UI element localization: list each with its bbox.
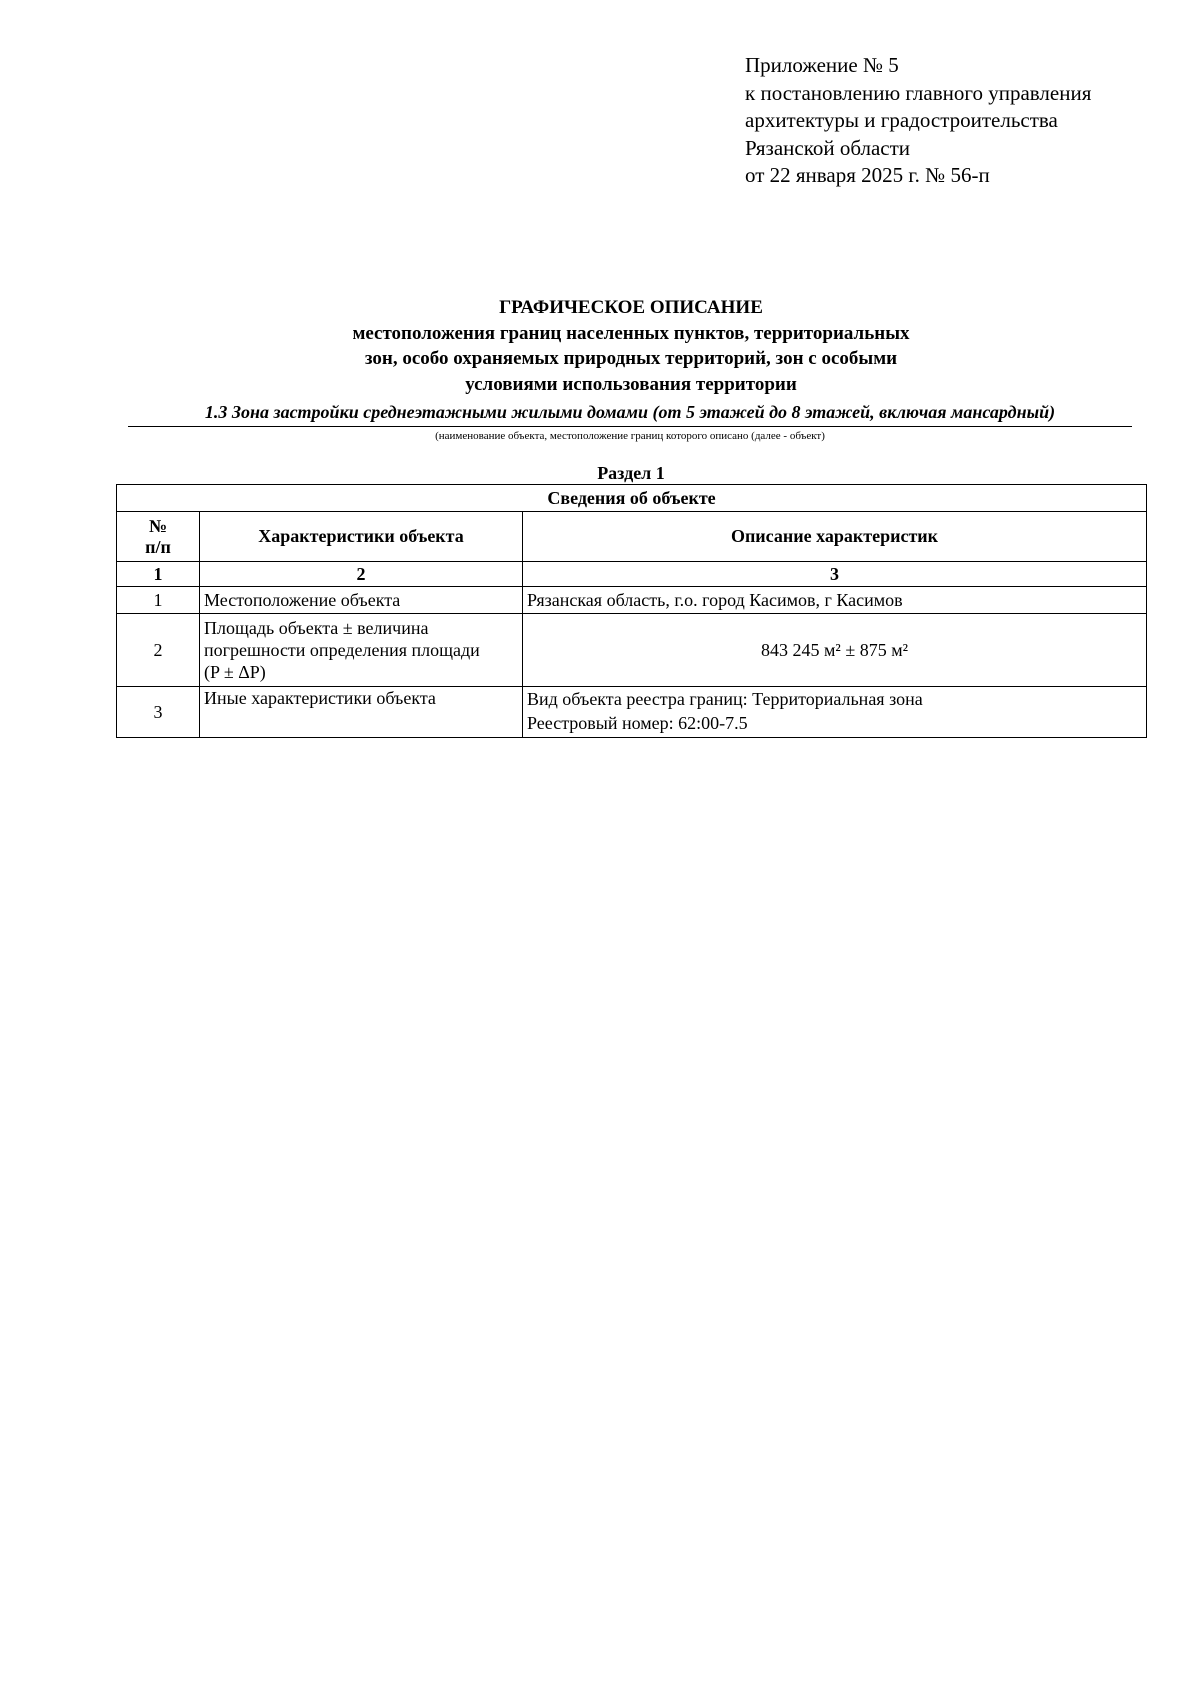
appendix-line: от 22 января 2025 г. № 56-п: [745, 163, 990, 187]
row-name: [200, 687, 523, 738]
object-info-table: [116, 484, 1147, 738]
appendix-line: к постановлению главного управления: [745, 80, 1092, 105]
row-description-line: 843 245 м² ± 875 м²: [761, 640, 908, 660]
row-name-line: Площадь объекта ± величина: [204, 618, 429, 638]
object-caption: (наименование объекта, местоположение границ которого описано (далее - объект): [435, 430, 825, 442]
title-line: зон, особо охраняемых природных территорий, зон с особыми: [364, 348, 898, 369]
header-num: [117, 512, 200, 562]
table-caption: Сведения об объекте: [117, 485, 1147, 512]
header-num-line: п/п: [145, 536, 171, 557]
appendix-line: архитектуры и градостроительства: [745, 108, 1058, 132]
appendix-line: Рязанской области: [745, 135, 911, 160]
object-name: 1.3 Зона застройки среднеэтажными жилыми домами (от 5 этажей до 8 этажей, включая мансардный): [204, 402, 1056, 422]
column-number: 3: [523, 562, 1147, 587]
appendix-header: [745, 52, 1091, 190]
row-description: [523, 687, 1147, 738]
table-row: [117, 587, 1147, 614]
title-line: условиями использования территории: [465, 373, 797, 395]
row-name-line: Иные характеристики объекта: [204, 688, 436, 708]
table-row: [117, 687, 1147, 738]
row-description: [523, 614, 1147, 687]
header-num-line: №: [148, 515, 168, 536]
row-num: 3: [117, 687, 200, 738]
row-num: 1: [117, 587, 200, 614]
header-description: Описание характеристик: [523, 512, 1147, 562]
row-name-line: Местоположение объекта: [204, 590, 401, 610]
table-header-row: [117, 512, 1147, 562]
title-heading: ГРАФИЧЕСКОЕ ОПИСАНИЕ: [499, 297, 763, 318]
row-name: [200, 614, 523, 687]
title-line: местоположения границ населенных пунктов, территориальных: [352, 322, 910, 344]
column-number-row: [117, 562, 1147, 587]
row-name-line: (P ± ΔP): [204, 662, 266, 682]
section-title: Раздел 1: [597, 463, 665, 483]
appendix-line: Приложение № 5: [745, 53, 899, 77]
column-number: 1: [117, 562, 200, 587]
column-number: 2: [200, 562, 523, 587]
table-row: [117, 614, 1147, 687]
row-description-line: Рязанская область, г.о. город Касимов, г Касимов: [527, 590, 903, 610]
row-description-line: Вид объекта реестра границ: Территориальная зона: [527, 689, 923, 709]
document-title: [0, 295, 1200, 397]
row-description-line: Реестровый номер: 62:00-7.5: [527, 713, 748, 733]
row-num: 2: [117, 614, 200, 687]
row-name: [200, 587, 523, 614]
header-characteristic: Характеристики объекта: [200, 512, 523, 562]
row-name-line: погрешности определения площади: [204, 640, 480, 660]
table-caption-row: [117, 485, 1147, 512]
row-description: [523, 587, 1147, 614]
object-name-underline: [128, 426, 1132, 427]
